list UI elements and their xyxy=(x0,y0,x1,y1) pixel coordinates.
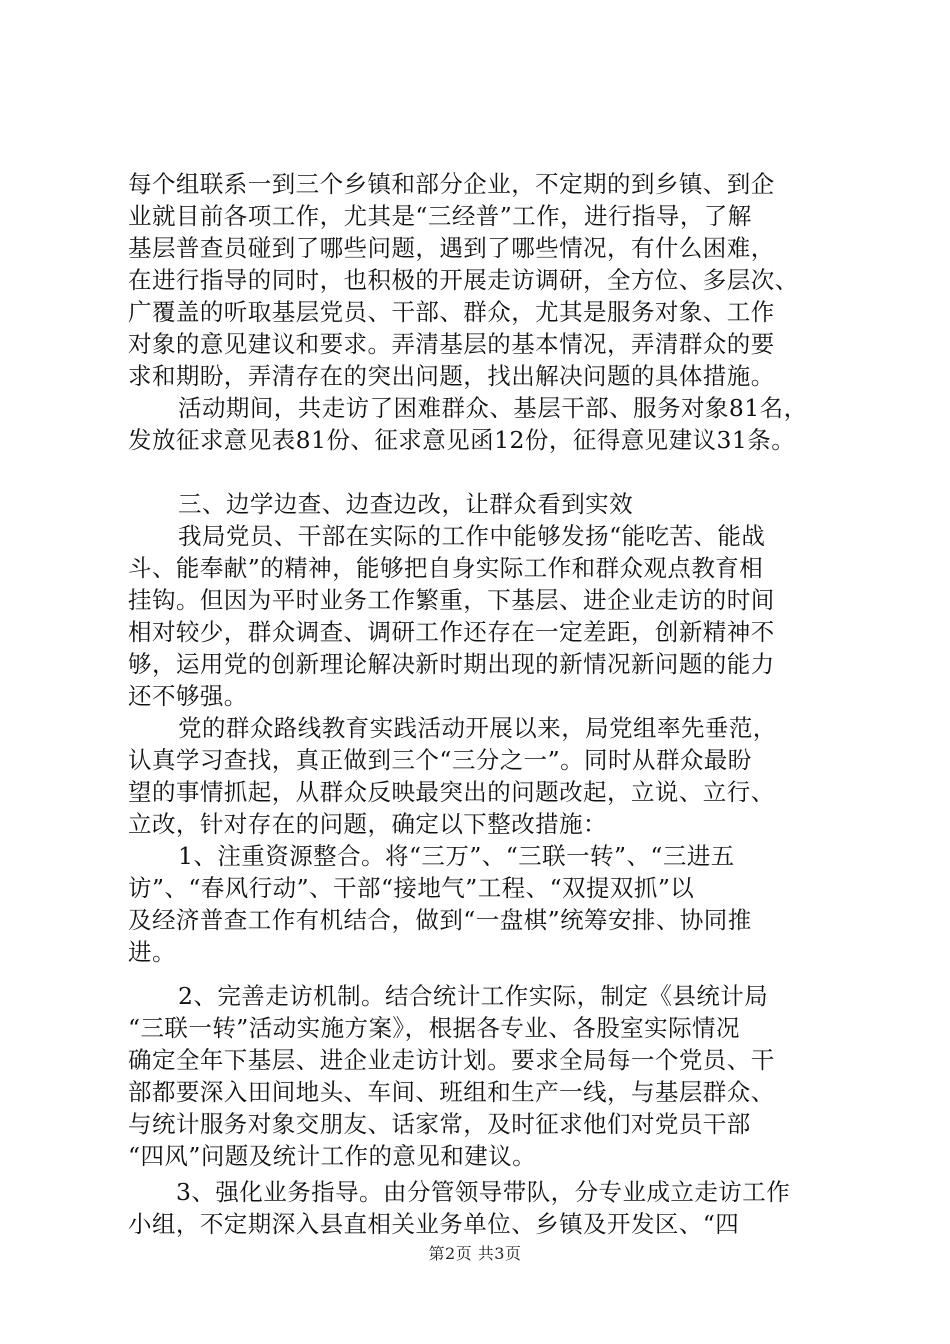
paragraph-gap xyxy=(128,456,843,488)
text-line: 还不够强。 xyxy=(128,682,248,710)
list-item-line: 小组，不定期深入县直相关业务单位、乡镇及开发区、“四 xyxy=(128,1210,740,1238)
list-item-line: 部都要深入田间地头、车间、班组和生产一线，与基层群众、 xyxy=(128,1078,775,1106)
text-line: 立改，针对存在的问题，确定以下整改措施： xyxy=(128,810,607,838)
list-item-line: 及经济普查工作有机结合，做到“一盘棋”统筹安排、协同推 xyxy=(128,906,752,934)
text-line: 业就目前各项工作，尤其是“三经普”工作，进行指导，了解 xyxy=(128,202,752,230)
text-line: 基层普查员碰到了哪些问题，遇到了哪些情况，有什么困难， xyxy=(128,234,775,262)
text-line: 每个组联系一到三个乡镇和部分企业，不定期的到乡镇、到企 xyxy=(128,170,775,198)
text-line: 认真学习查找，真正做到三个“三分之一”。同时从群众最盼 xyxy=(128,746,752,774)
list-item-line: 1、注重资源整合。将“三万”、“三联一转”、“三进五 xyxy=(178,842,735,870)
text-line: 广覆盖的听取基层党员、干部、群众，尤其是服务对象、工作 xyxy=(128,298,775,326)
list-item-line: “四风”问题及统计工作的意见和建议。 xyxy=(128,1142,537,1170)
text-line: 相对较少，群众调查、调研工作还存在一定差距，创新精神不 xyxy=(128,618,775,646)
text-line: 望的事情抓起，从群众反映最突出的问题改起，立说、立行、 xyxy=(128,778,775,806)
text-line: 我局党员、干部在实际的工作中能够发扬“能吃苦、能战 xyxy=(178,522,766,550)
text-line: 斗、能奉献”的精神，能够把自身实际工作和群众观点教育相 xyxy=(128,554,764,582)
list-item-line: 2、完善走访机制。结合统计工作实际，制定《县统计局 xyxy=(178,982,769,1010)
text-line: 党的群众路线教育实践活动开展以来，局党组率先垂范， xyxy=(178,714,777,742)
text-line: 够，运用党的创新理论解决新时期出现的新情况新问题的能力 xyxy=(128,650,775,678)
list-item-line: 访”、“春风行动”、干部“接地气”工程、“双提双抓”以 xyxy=(128,874,695,902)
body-text xyxy=(128,168,843,1240)
list-item-line: 进。 xyxy=(128,938,176,966)
text-line: 发放征求意见表81份、征求意见函12份，征得意见建议31条。 xyxy=(128,426,796,454)
text-line: 挂钩。但因为平时业务工作繁重，下基层、进企业走访的时间 xyxy=(128,586,775,614)
text-line: 在进行指导的同时，也积极的开展走访调研，全方位、多层次、 xyxy=(128,266,799,294)
list-item-line: “三联一转”活动实施方案》，根据各专业、各股室实际情况 xyxy=(128,1014,740,1042)
text-line: 对象的意见建议和要求。弄清基层的基本情况，弄清群众的要 xyxy=(128,330,775,358)
list-item-line: 与统计服务对象交朋友、话家常，及时征求他们对党员干部 xyxy=(128,1110,751,1138)
page-number-footer: 第2页 共3页 xyxy=(428,1244,522,1263)
list-item-line: 确定全年下基层、进企业走访计划。要求全局每一个党员、干 xyxy=(128,1046,775,1074)
text-line: 求和期盼，弄清存在的突出问题，找出解决问题的具体措施。 xyxy=(128,362,775,390)
section-heading: 三、边学边查、边查边改，让群众看到实效 xyxy=(178,490,634,518)
list-item-line: 3、强化业务指导。由分管领导带队，分专业成立走访工作 xyxy=(176,1178,791,1206)
text-line: 活动期间，共走访了困难群众、基层干部、服务对象81名， xyxy=(178,394,808,422)
